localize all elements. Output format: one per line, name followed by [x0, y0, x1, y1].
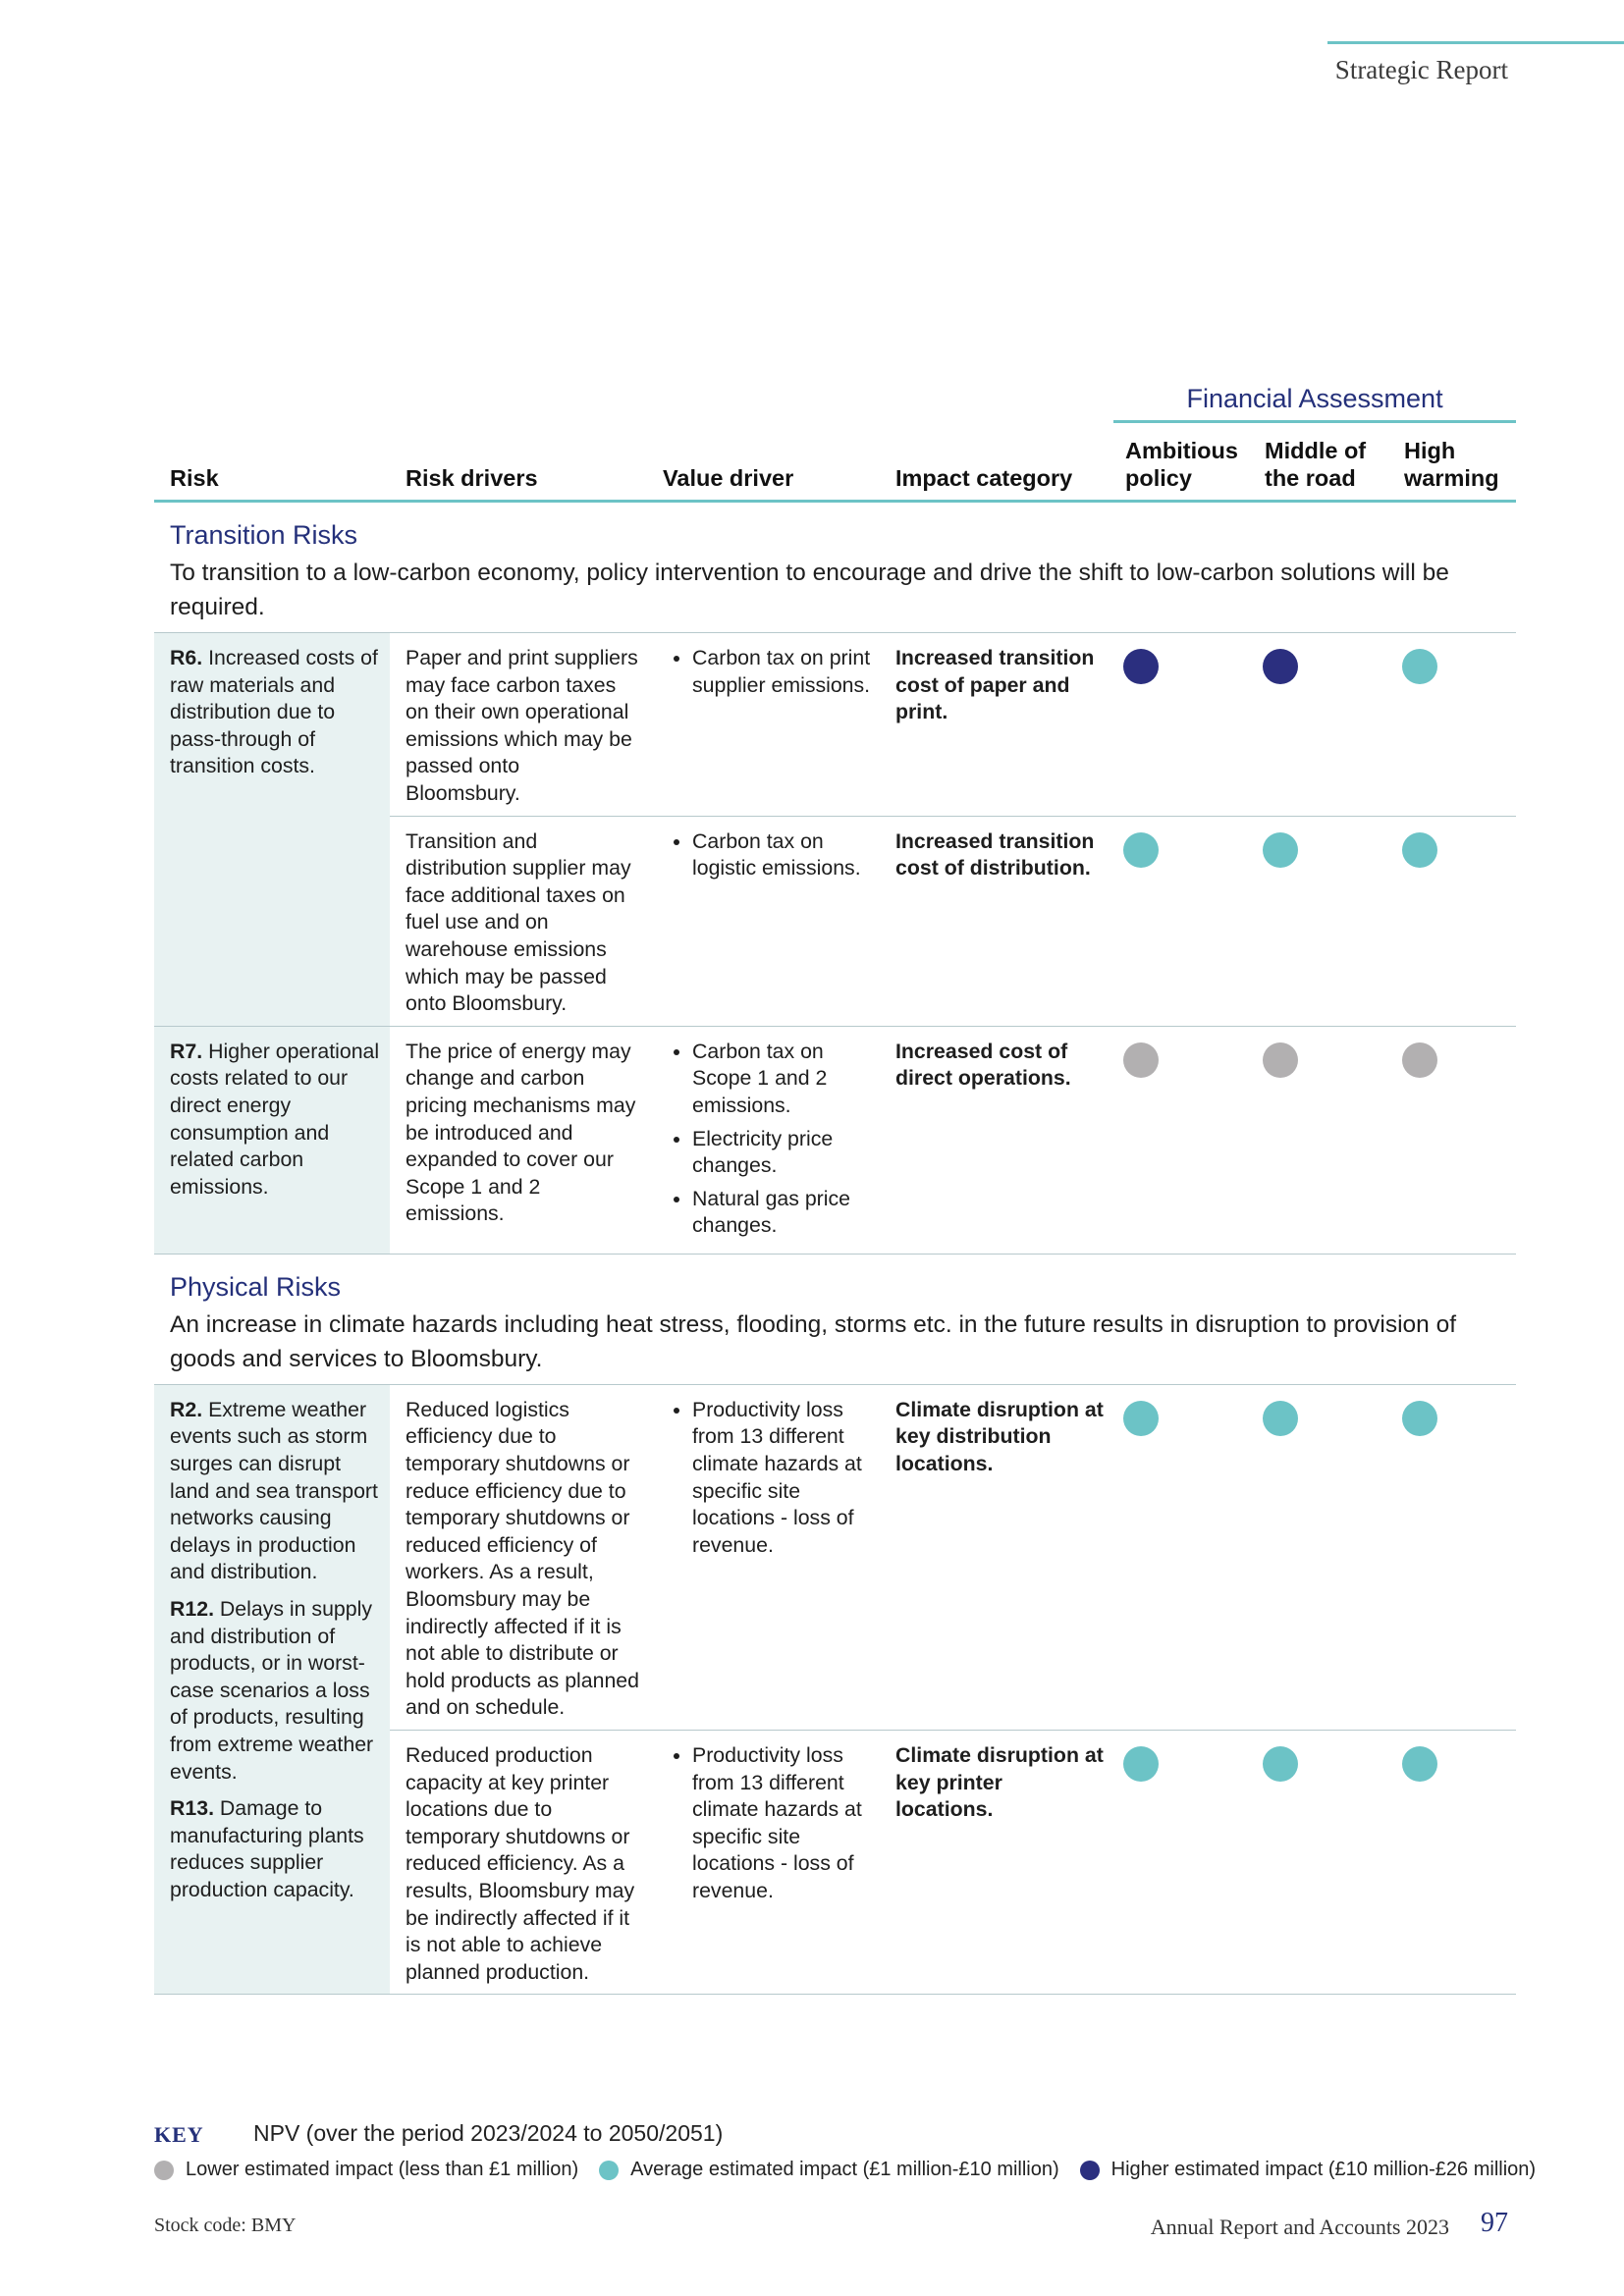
impact-dot [1263, 1042, 1298, 1078]
impact-dot [1263, 1746, 1298, 1782]
value-driver [647, 1384, 880, 1730]
physical-risks-intro-row [154, 1304, 1516, 1385]
impact-dot [1263, 832, 1298, 868]
risk-assessment-table [154, 370, 1516, 1995]
risk-r6 [154, 633, 390, 1027]
col-header-impact-category: Impact category [880, 422, 1113, 502]
average-impact-dot-icon [599, 2161, 619, 2180]
impact-dot [1123, 1401, 1159, 1436]
key-npv-note: NPV (over the period 2023/2024 to 2050/2051) [253, 2120, 724, 2146]
impact-category: Increased transition cost of paper and print. [880, 633, 1113, 817]
value-driver-item: • Productivity loss from 13 different climate hazards at specific site locations - loss of revenue. [692, 1397, 872, 1560]
col-header-value-driver: Value driver [647, 422, 880, 502]
page-number: 97 [1481, 2208, 1508, 2238]
value-driver [647, 816, 880, 1026]
section-label: Strategic Report [1334, 55, 1508, 84]
financial-assessment-row [154, 370, 1516, 422]
physical-risks-title: Physical Risks [170, 1271, 342, 1302]
risk-driver: Reduced logistics efficiency due to temporary shutdowns or reduce efficiency due to temporary shutdowns or reduced efficiency of workers. As a result, Bloomsbury may be indirectly affected if it is not able to distribute or hold products as planned and on schedule. [390, 1384, 647, 1730]
impact-dot [1123, 1746, 1159, 1782]
value-driver-item: • Carbon tax on print supplier emissions. [692, 645, 872, 699]
risk-driver: Reduced production capacity at key printer locations due to temporary shutdowns or reduced efficiency. As a results, Bloomsbury may be indirectly affected if it is not able to achieve planned production. [390, 1731, 647, 1995]
risk-code: R2. [170, 1397, 203, 1421]
value-driver-item: • Electricity price changes. [692, 1126, 872, 1180]
impact-dot [1402, 1042, 1437, 1078]
impact-category: Increased transition cost of distribution. [880, 816, 1113, 1026]
lower-impact-dot-icon [154, 2161, 174, 2180]
impact-dot [1263, 649, 1298, 684]
risk-r2-r12-r13 [154, 1384, 390, 1994]
legend-label: Higher estimated impact (£10 million-£26 million) [1110, 2159, 1537, 2180]
value-driver-item: • Productivity loss from 13 different climate hazards at specific site locations - loss of revenue. [692, 1742, 872, 1905]
impact-category: Climate disruption at key distribution locations. [880, 1384, 1113, 1730]
impact-dot [1402, 1401, 1437, 1436]
header-accent-rule [1327, 41, 1624, 44]
risk-r7 [154, 1026, 390, 1254]
legend [154, 2159, 1556, 2181]
col-header-risk-drivers: Risk drivers [390, 422, 647, 502]
col-header-risk: Risk [154, 422, 390, 502]
impact-category: Climate disruption at key printer locations. [880, 1731, 1113, 1995]
risk-driver: Paper and print suppliers may face carbon taxes on their own operational emissions which may be passed onto Bloomsbury. [390, 633, 647, 817]
transition-risks-intro: To transition to a low-carbon economy, policy intervention to encourage and drive the shift to low-carbon solutions will be required. [154, 552, 1516, 633]
col-header-middle-of-the-road: Middle of the road [1253, 422, 1392, 502]
col-header-high-warming: High warming [1392, 422, 1516, 502]
risk-description: Damage to manufacturing plants reduces supplier production capacity. [170, 1796, 364, 1901]
risk-description: Extreme weather events such as storm surges can disrupt land and sea transport networks causing delays in production and distribution. [170, 1397, 378, 1584]
value-driver-item: • Carbon tax on Scope 1 and 2 emissions. [692, 1039, 872, 1120]
value-driver [647, 1731, 880, 1995]
col-header-ambitious-policy: Ambitious policy [1113, 422, 1253, 502]
risk-driver: The price of energy may change and carbon pricing mechanisms may be introduced and expanded to cover our Scope 1 and 2 emissions. [390, 1026, 647, 1254]
legend-item-higher [1080, 2159, 1536, 2181]
legend-label: Average estimated impact (£1 million-£10 million) [630, 2159, 1059, 2180]
risk-driver: Transition and distribution supplier may face additional taxes on fuel use and on warehouse emissions which may be passed onto Bloomsbury. [390, 816, 647, 1026]
legend-label: Lower estimated impact (less than £1 million) [186, 2159, 579, 2180]
report-title: Annual Report and Accounts 2023 [1150, 2215, 1449, 2239]
value-driver-item: • Natural gas price changes. [692, 1186, 872, 1240]
risk-code: R7. [170, 1039, 203, 1063]
table-row [154, 1384, 1516, 1730]
impact-dot [1402, 832, 1437, 868]
higher-impact-dot-icon [1080, 2161, 1100, 2180]
transition-risks-title-row [154, 502, 1516, 553]
impact-dot [1263, 1401, 1298, 1436]
table-row [154, 633, 1516, 817]
impact-dot [1123, 832, 1159, 868]
value-driver [647, 1026, 880, 1254]
table-row [154, 1026, 1516, 1254]
transition-risks-title: Transition Risks [170, 520, 358, 550]
legend-item-lower [154, 2159, 578, 2181]
column-header-row [154, 422, 1516, 502]
legend-item-average [599, 2159, 1058, 2181]
impact-dot [1123, 649, 1159, 684]
impact-dot [1123, 1042, 1159, 1078]
physical-risks-intro: An increase in climate hazards including heat stress, flooding, storms etc. in the future results in disruption to provision of goods and services to Bloomsbury. [154, 1304, 1516, 1385]
financial-assessment-heading: Financial Assessment [1113, 370, 1516, 422]
value-driver [647, 633, 880, 817]
stock-code: Stock code: BMY [154, 2215, 297, 2236]
risk-code: R6. [170, 646, 203, 669]
impact-dot [1402, 649, 1437, 684]
risk-description: Higher operational costs related to our direct energy consumption and related carbon emissions. [170, 1039, 380, 1199]
risk-description: Delays in supply and distribution of products, or in worst-case scenarios a loss of products, resulting from extreme weather events. [170, 1597, 374, 1784]
impact-dot [1402, 1746, 1437, 1782]
impact-category: Increased cost of direct operations. [880, 1026, 1113, 1254]
risk-description: Increased costs of raw materials and distribution due to pass-through of transition costs. [170, 646, 378, 778]
key-title: KEY [154, 2122, 204, 2147]
value-driver-item: • Carbon tax on logistic emissions. [692, 828, 872, 882]
risk-code: R13. [170, 1796, 214, 1821]
transition-risks-intro-row [154, 552, 1516, 633]
physical-risks-title-row [154, 1254, 1516, 1304]
risk-code: R12. [170, 1597, 214, 1622]
